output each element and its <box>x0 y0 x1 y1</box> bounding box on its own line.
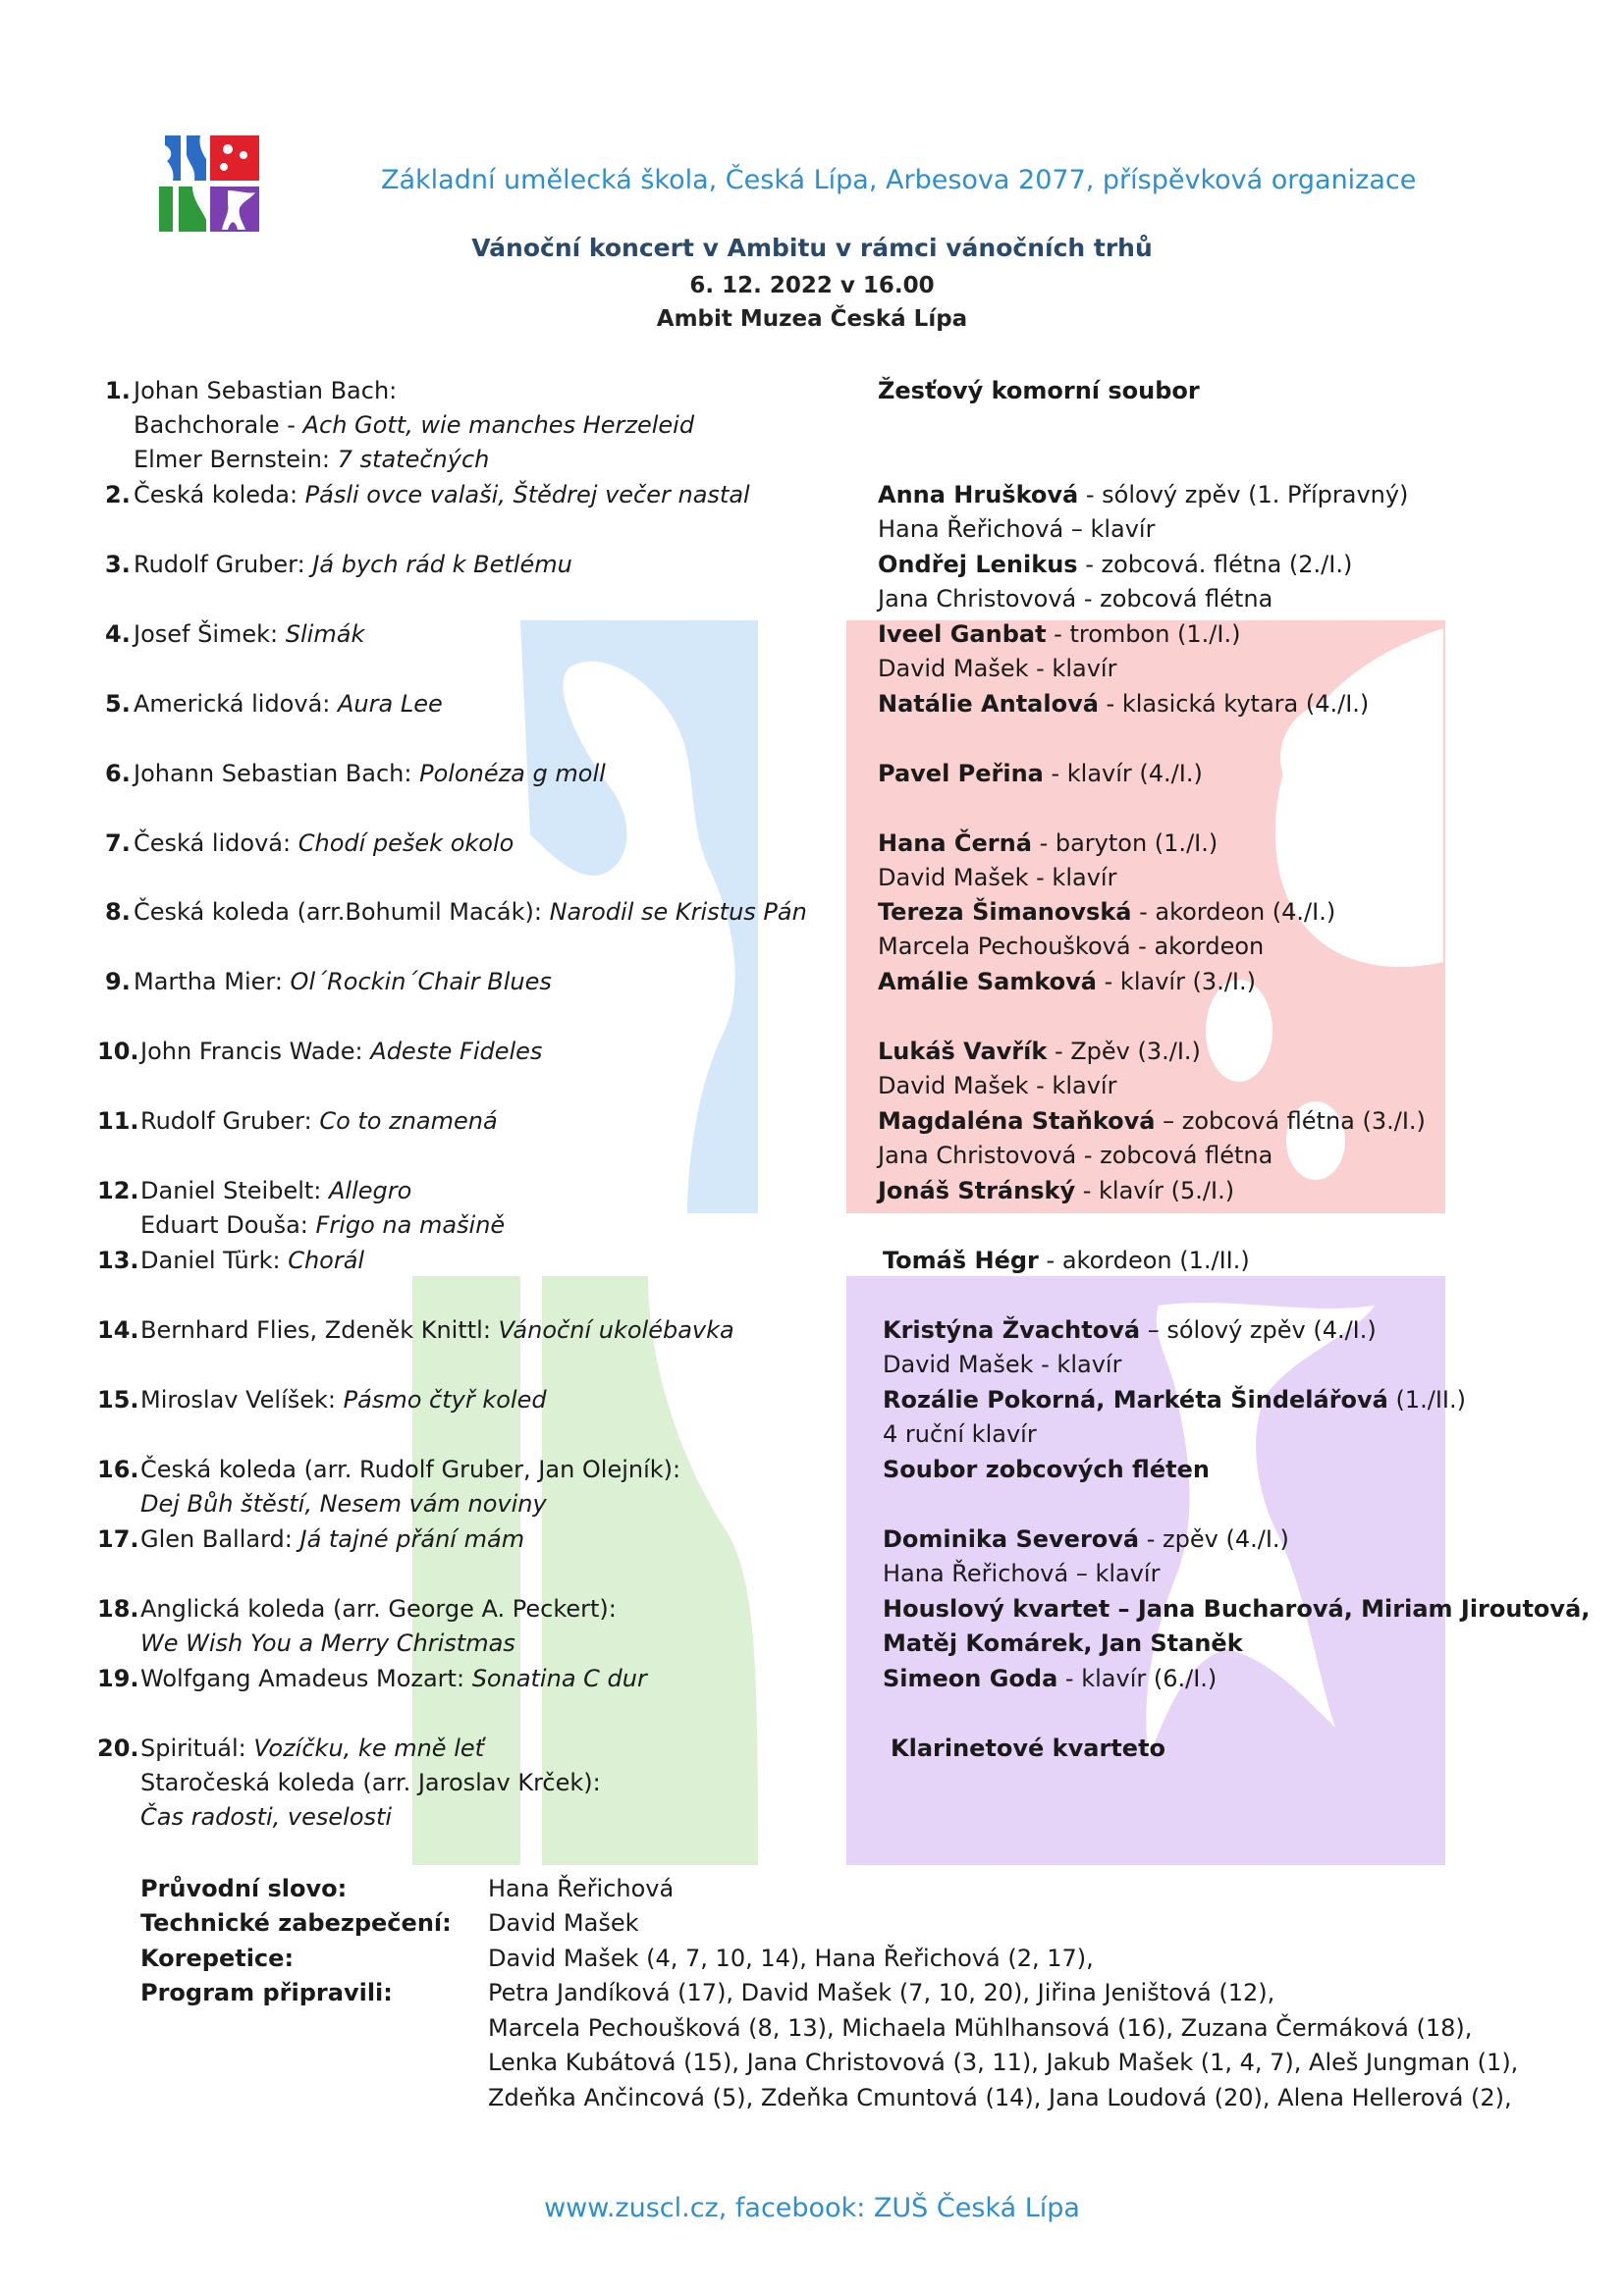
item-composer: Elmer Bernstein: <box>134 446 338 473</box>
item-piece: Allegro <box>329 1177 412 1204</box>
credit-label-prep: Program připravili: <box>140 1979 393 2006</box>
program-item-8 <box>0 898 1624 934</box>
program-item-20 <box>0 1735 1624 1770</box>
performer-detail: - klavír (5./I.) <box>1075 1177 1235 1204</box>
performer-name: Tereza Šimanovská <box>878 898 1132 926</box>
credit-label-rep: Korepetice: <box>140 1945 295 1972</box>
item-number: 15. <box>97 1386 139 1414</box>
program-item-11 <box>0 1107 1624 1143</box>
item-composer: Bachchorale - <box>134 411 303 439</box>
accompanist: Hana Řeřichová – klavír <box>883 1560 1161 1587</box>
item-composer: Rudolf Gruber: <box>134 551 313 578</box>
accompanist: Marcela Pechoušková - akordeon <box>878 933 1265 960</box>
performer-name: Magdaléna Staňková <box>878 1107 1156 1135</box>
item-composer: Staročeská koleda (arr. Jaroslav Krček): <box>140 1769 601 1796</box>
item-composer: Johann Sebastian Bach: <box>134 760 420 787</box>
item-composer: Daniel Türk: <box>140 1247 289 1274</box>
item-performer: Žesťový komorní soubor <box>878 377 1200 404</box>
credit-label-tech: Technické zabezpečení: <box>140 1909 452 1937</box>
item-composer: Rudolf Gruber: <box>140 1107 320 1135</box>
performer-name: Kristýna Žvachtová <box>883 1316 1141 1344</box>
item-composer: Glen Ballard: <box>140 1525 300 1553</box>
performer-name: Jonáš Stránský <box>878 1177 1076 1204</box>
program-item-2 <box>0 481 1624 516</box>
item-piece: Vozíčku, ke mně leť <box>253 1735 485 1762</box>
performer-name: Tomáš Hégr <box>883 1247 1039 1274</box>
program-item-10-acc <box>0 1072 1624 1107</box>
performer-detail: - klavír (4./I.) <box>1043 760 1203 787</box>
concert-venue: Ambit Muzea Česká Lípa <box>656 306 968 332</box>
item-composer: Anglická koleda (arr. George A. Peckert): <box>140 1595 617 1623</box>
program-item-6 <box>0 760 1624 795</box>
item-number: 7. <box>105 829 131 857</box>
program-item-1-line2 <box>0 411 1624 447</box>
item-composer: Josef Šimek: <box>134 620 286 648</box>
performer-name: Iveel Ganbat <box>878 620 1047 648</box>
credit-tech: David Mašek <box>488 1909 639 1937</box>
accompanist: David Mašek - klavír <box>883 1351 1122 1378</box>
performer-detail: - zpěv (4./I.) <box>1139 1525 1289 1553</box>
item-number: 8. <box>105 898 131 926</box>
performer-detail: - klavír (3./I.) <box>1097 968 1256 995</box>
program-item-14 <box>0 1316 1624 1352</box>
program-item-1-line3 <box>0 446 1624 481</box>
item-number: 18. <box>97 1595 139 1623</box>
credit-label-speech: Průvodní slovo: <box>140 1875 348 1902</box>
program-item-1 <box>0 377 1624 412</box>
school-logo <box>159 135 259 232</box>
credit-prep-4: Zdeňka Ančincová (5), Zdeňka Cmuntová (14), Jana Loudová (20), Alena Hellerová (2), <box>488 2084 1512 2111</box>
program-item-16 <box>0 1456 1624 1491</box>
program-item-3 <box>0 551 1624 586</box>
logo-pink-quadrant <box>210 135 259 181</box>
item-piece: Slimák <box>285 620 365 648</box>
performer-name: Hana Černá <box>878 829 1032 857</box>
item-composer: Miroslav Velíšek: <box>140 1386 344 1414</box>
accompanist: Jana Christovová - zobcová flétna <box>878 585 1273 613</box>
program-item-9 <box>0 968 1624 1003</box>
concert-date: 6. 12. 2022 v 16.00 <box>689 273 935 298</box>
performer-name: Dominika Severová <box>883 1525 1140 1553</box>
item-piece: Aura Lee <box>337 690 443 718</box>
item-composer: John Francis Wade: <box>140 1038 371 1065</box>
accompanist: David Mašek - klavír <box>878 655 1117 682</box>
item-composer: Daniel Steibelt: <box>140 1177 329 1204</box>
performer-detail: - klasická kytara (4./I.) <box>1098 690 1370 718</box>
item-composer: Bernhard Flies, Zdeněk Knittl: <box>140 1316 499 1344</box>
item-composer: Wolfgang Amadeus Mozart: <box>140 1665 472 1692</box>
program-item-17 <box>0 1525 1624 1561</box>
item-number: 10. <box>97 1038 139 1065</box>
item-number: 6. <box>105 760 131 787</box>
credit-prep-1: Petra Jandíková (17), David Mašek (7, 10, 20), Jiřina Jeništová (12), <box>488 1979 1275 2006</box>
accompanist: Hana Řeřichová – klavír <box>878 515 1156 543</box>
program-item-15 <box>0 1386 1624 1421</box>
accompanist: David Mašek - klavír <box>878 1072 1117 1099</box>
credit-prep-3: Lenka Kubátová (15), Jana Christovová (3, 11), Jakub Mašek (1, 4, 7), Aleš Jungman (1), <box>488 2049 1519 2076</box>
item-piece: Ach Gott, wie manches Herzeleid <box>302 411 695 439</box>
program-item-4 <box>0 620 1624 656</box>
program-item-16-line2 <box>0 1490 1624 1525</box>
item-number: 17. <box>97 1525 139 1553</box>
item-piece: Dej Bůh štěstí, Nesem vám noviny <box>140 1490 547 1518</box>
item-composer: Johan Sebastian Bach: <box>134 377 398 404</box>
item-piece: Já tajné přání mám <box>299 1525 525 1553</box>
logo-palette-dot3 <box>220 163 228 171</box>
item-performer-cont: Matěj Komárek, Jan Staněk <box>883 1629 1243 1657</box>
performer-name: Rozálie Pokorná, Markéta Šindelářová <box>883 1386 1388 1414</box>
item-number: 11. <box>97 1107 139 1135</box>
item-piece: Ol´Rockin´Chair Blues <box>290 968 552 995</box>
performer-name: Amálie Samková <box>878 968 1097 995</box>
performer-detail: - klavír (6./I.) <box>1057 1665 1218 1692</box>
program-item-20-line2 <box>0 1769 1624 1804</box>
program-item-4-acc <box>0 655 1624 690</box>
item-piece: Polonéza g moll <box>419 760 606 787</box>
accompanist: David Mašek - klavír <box>878 864 1117 891</box>
item-piece: Čas radosti, veselosti <box>140 1803 393 1831</box>
program-item-8-acc <box>0 933 1624 968</box>
program-item-18-line2 <box>0 1629 1624 1665</box>
program-item-13 <box>0 1247 1624 1282</box>
item-composer: Americká lidová: <box>134 690 338 718</box>
performer-name: Pavel Peřina <box>878 760 1044 787</box>
item-piece: Sonatina C dur <box>471 1665 647 1692</box>
item-number: 1. <box>105 377 131 404</box>
item-piece: Chodí pešek okolo <box>298 829 514 857</box>
item-number: 12. <box>97 1177 139 1204</box>
item-number: 14. <box>97 1316 139 1344</box>
item-piece: Co to znamená <box>319 1107 498 1135</box>
program-item-3-acc <box>0 585 1624 620</box>
accompanist: Jana Christovová - zobcová flétna <box>878 1142 1273 1169</box>
credit-rep: David Mašek (4, 7, 10, 14), Hana Řeřichová (2, 17), <box>488 1945 1094 1972</box>
program-item-11-acc <box>0 1142 1624 1177</box>
item-piece: We Wish You a Merry Christmas <box>140 1629 515 1657</box>
program-item-7 <box>0 829 1624 865</box>
program-item-7-acc <box>0 864 1624 899</box>
item-composer: Česká lidová: <box>134 829 298 857</box>
concert-title: Vánoční koncert v Ambitu v rámci vánočních trhů <box>471 234 1153 262</box>
program-item-15-acc <box>0 1420 1624 1456</box>
item-number: 3. <box>105 551 131 578</box>
performer-detail: - zobcová. flétna (2./I.) <box>1077 551 1353 578</box>
accompanist: 4 ruční klavír <box>883 1420 1037 1448</box>
performer-detail: – sólový zpěv (4./I.) <box>1140 1316 1377 1344</box>
item-composer: Česká koleda (arr.Bohumil Macák): <box>134 898 550 926</box>
item-piece: Pásli ovce valaši, Štědrej večer nastal <box>304 481 750 508</box>
performer-name: Lukáš Vavřík <box>878 1038 1048 1065</box>
program-item-5 <box>0 690 1624 725</box>
item-piece: Frigo na mašině <box>315 1211 506 1239</box>
item-number: 13. <box>97 1247 139 1274</box>
item-piece: Narodil se Kristus Pán <box>549 898 807 926</box>
program-item-17-acc <box>0 1560 1624 1595</box>
school-name: Základní umělecká škola, Česká Lípa, Arbesova 2077, příspěvková organizace <box>381 165 1417 195</box>
item-piece: Adeste Fideles <box>370 1038 543 1065</box>
program-item-10 <box>0 1038 1624 1073</box>
item-number: 4. <box>105 620 131 648</box>
performer-detail: - akordeon (4./I.) <box>1131 898 1336 926</box>
program-item-12-line2 <box>0 1211 1624 1247</box>
program-item-18 <box>0 1595 1624 1630</box>
performer-detail: - akordeon (1./II.) <box>1038 1247 1250 1274</box>
item-piece: Pásmo čtyř koled <box>343 1386 547 1414</box>
footer-links[interactable]: www.zuscl.cz, facebook: ZUŠ Česká Lípa <box>544 2193 1080 2223</box>
performer-name: Simeon Goda <box>883 1665 1058 1692</box>
item-number: 5. <box>105 690 131 718</box>
item-performer: Houslový kvartet – Jana Bucharová, Miriam Jiroutová, <box>883 1595 1591 1623</box>
item-composer: Česká koleda: <box>134 481 305 508</box>
program-item-19 <box>0 1665 1624 1700</box>
item-composer: Spirituál: <box>140 1735 254 1762</box>
program-item-20-line3 <box>0 1803 1624 1839</box>
item-performer: Klarinetové kvarteto <box>891 1735 1166 1762</box>
program-item-12 <box>0 1177 1624 1212</box>
performer-detail: - sólový zpěv (1. Přípravný) <box>1078 481 1409 508</box>
item-number: 16. <box>97 1456 139 1483</box>
item-number: 2. <box>105 481 131 508</box>
program-item-2-acc <box>0 515 1624 551</box>
item-piece: Vánoční ukolébavka <box>498 1316 734 1344</box>
logo-palette-dot1 <box>223 144 233 154</box>
item-composer: Česká koleda (arr. Rudolf Gruber, Jan Olejník): <box>140 1456 681 1483</box>
performer-detail: (1./II.) <box>1387 1386 1466 1414</box>
item-composer: Eduart Douša: <box>140 1211 316 1239</box>
performer-name: Anna Hrušková <box>878 481 1079 508</box>
item-piece: Já bych rád k Betlému <box>312 551 572 578</box>
program-item-14-acc <box>0 1351 1624 1386</box>
logo-palette-dot2 <box>240 151 247 159</box>
credit-prep-2: Marcela Pechoušková (8, 13), Michaela Mühlhansová (16), Zuzana Čermáková (18), <box>488 2014 1473 2042</box>
item-number: 19. <box>97 1665 139 1692</box>
credit-speech: Hana Řeřichová <box>488 1875 675 1902</box>
item-number: 20. <box>97 1735 139 1762</box>
performer-detail: - trombon (1./I.) <box>1046 620 1241 648</box>
performer-detail: - Zpěv (3./I.) <box>1047 1038 1201 1065</box>
item-performer: Soubor zobcových fléten <box>883 1456 1210 1483</box>
item-piece: 7 statečných <box>337 446 490 473</box>
performer-detail: – zobcová flétna (3./I.) <box>1155 1107 1426 1135</box>
item-number: 9. <box>105 968 131 995</box>
performer-name: Ondřej Lenikus <box>878 551 1078 578</box>
item-composer: Martha Mier: <box>134 968 291 995</box>
performer-detail: - baryton (1./I.) <box>1031 829 1218 857</box>
item-piece: Chorál <box>288 1247 365 1274</box>
performer-name: Natálie Antalová <box>878 690 1099 718</box>
